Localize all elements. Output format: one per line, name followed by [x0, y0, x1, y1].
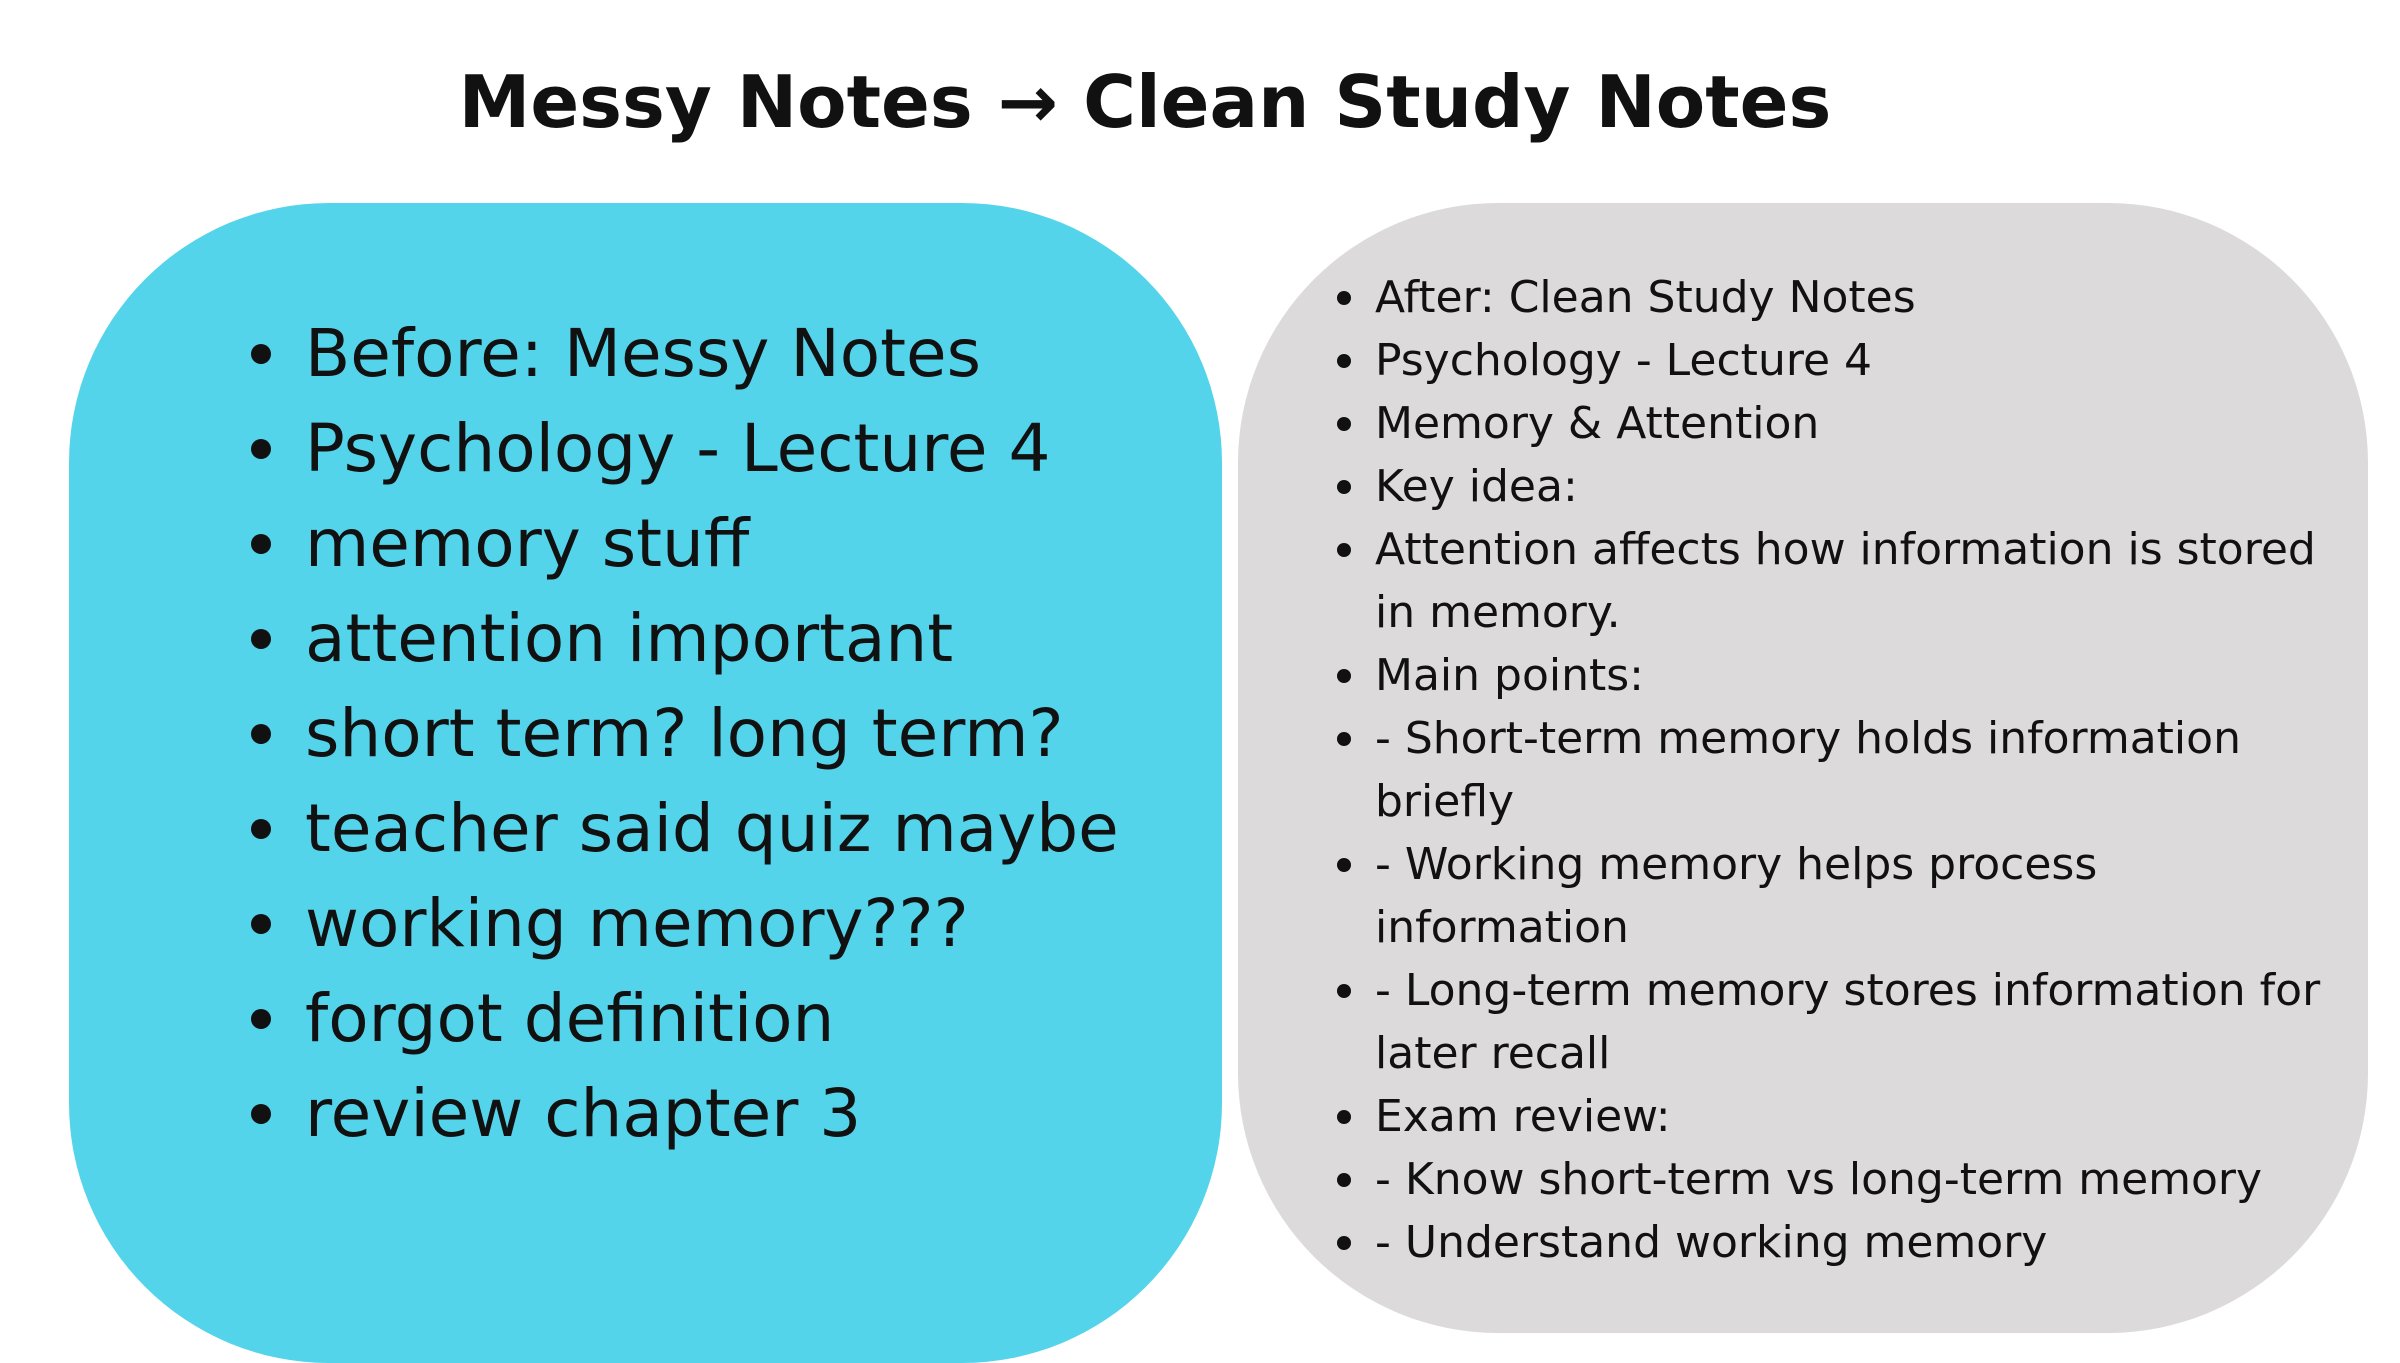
bullet-icon — [1337, 858, 1351, 872]
bullet-icon — [1337, 984, 1351, 998]
list-item-text: - Understand working memory — [1375, 1217, 2048, 1268]
bullet-icon — [251, 819, 271, 839]
list-item-text: attention important — [305, 600, 954, 677]
list-item — [1375, 707, 2365, 833]
list-item — [1375, 392, 2365, 455]
list-item-text: Psychology - Lecture 4 — [305, 410, 1051, 487]
bullet-icon — [1337, 669, 1351, 683]
list-item — [1375, 266, 2365, 329]
list-item — [305, 401, 1119, 496]
list-item-text: Key idea: — [1375, 461, 1578, 512]
bullet-icon — [1337, 1110, 1351, 1124]
list-item-text: - Know short-term vs long-term memory — [1375, 1154, 2263, 1205]
list-item-text: Before: Messy Notes — [305, 315, 981, 392]
bullet-icon — [1337, 1173, 1351, 1187]
bullet-icon — [1337, 291, 1351, 305]
before-notes-list — [305, 306, 1119, 1161]
bullet-icon — [251, 1104, 271, 1124]
bullet-icon — [1337, 732, 1351, 746]
bullet-icon — [251, 914, 271, 934]
list-item — [305, 876, 1119, 971]
list-item-text: Exam review: — [1375, 1091, 1671, 1142]
list-item — [305, 781, 1119, 876]
list-item-text: Memory & Attention — [1375, 398, 1820, 449]
list-item — [1375, 1148, 2365, 1211]
list-item — [1375, 1211, 2365, 1274]
list-item-text: Attention affects how information is stored in memory. — [1375, 524, 2316, 638]
list-item — [1375, 518, 2365, 644]
list-item — [305, 306, 1119, 401]
list-item-text: review chapter 3 — [305, 1075, 862, 1152]
list-item — [305, 686, 1119, 781]
list-item — [305, 496, 1119, 591]
list-item-text: - Working memory helps process information — [1375, 839, 2098, 953]
after-notes-list — [1375, 266, 2365, 1274]
list-item — [1375, 455, 2365, 518]
list-item-text: short term? long term? — [305, 695, 1064, 772]
list-item — [305, 591, 1119, 686]
bullet-icon — [251, 629, 271, 649]
bullet-icon — [251, 344, 271, 364]
list-item — [1375, 959, 2365, 1085]
list-item — [1375, 644, 2365, 707]
bullet-icon — [1337, 1236, 1351, 1250]
list-item-text: teacher said quiz maybe — [305, 790, 1119, 867]
bullet-icon — [1337, 543, 1351, 557]
list-item — [1375, 833, 2365, 959]
list-item-text: working memory??? — [305, 885, 969, 962]
bullet-icon — [251, 534, 271, 554]
list-item — [305, 971, 1119, 1066]
bullet-icon — [1337, 480, 1351, 494]
bullet-icon — [1337, 354, 1351, 368]
list-item-text: Psychology - Lecture 4 — [1375, 335, 1872, 386]
list-item-text: Main points: — [1375, 650, 1644, 701]
page-title: Messy Notes → Clean Study Notes — [458, 60, 1832, 144]
list-item-text: After: Clean Study Notes — [1375, 272, 1916, 323]
list-item-text: memory stuff — [305, 505, 750, 582]
bullet-icon — [251, 724, 271, 744]
bullet-icon — [251, 439, 271, 459]
list-item — [1375, 329, 2365, 392]
list-item-text: - Short-term memory holds information briefly — [1375, 713, 2241, 827]
list-item — [305, 1066, 1119, 1161]
bullet-icon — [1337, 417, 1351, 431]
list-item-text: - Long-term memory stores information for later recall — [1375, 965, 2321, 1079]
list-item — [1375, 1085, 2365, 1148]
list-item-text: forgot definition — [305, 980, 835, 1057]
bullet-icon — [251, 1009, 271, 1029]
